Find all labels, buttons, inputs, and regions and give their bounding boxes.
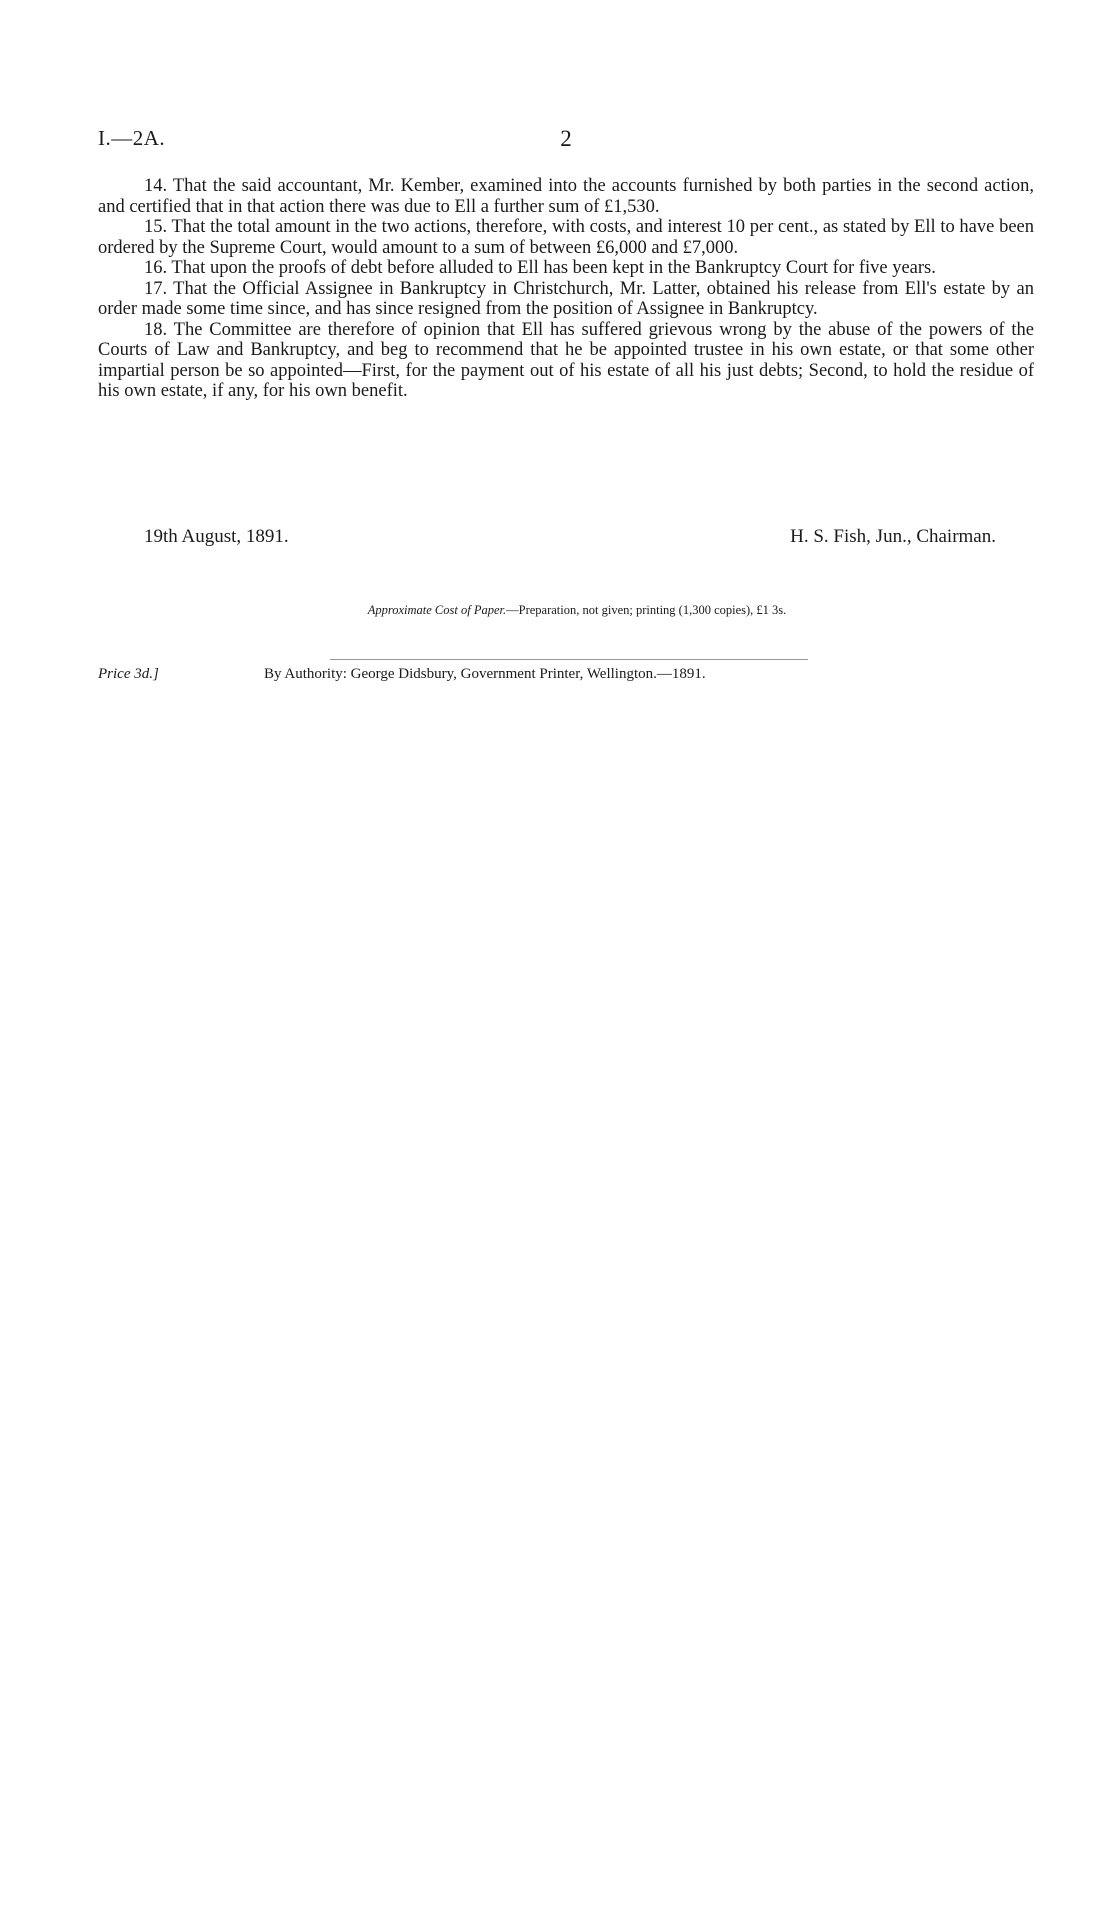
page-footer (98, 666, 1034, 688)
report-body (98, 176, 1034, 402)
paragraph-16: 16. That upon the proofs of debt before alluded to Ell has been kept in the Bankruptcy Court for five years. (144, 258, 936, 278)
signature-block (98, 526, 1034, 550)
price-label: Price 3d.] (98, 666, 159, 682)
page-number: 2 (560, 126, 572, 151)
cost-of-paper-note (0, 603, 1114, 618)
document-reference: I.—2A. (98, 126, 166, 150)
paragraph-14: 14. That the said accountant, Mr. Kember, examined into the accounts furnished by both parties in the second action, and certified that in that action there was due to Ell a further sum of £1,530. (98, 176, 1034, 217)
footer-divider (330, 659, 808, 660)
printer-authority: By Authority: George Didsbury, Government Printer, Wellington.—1891. (264, 666, 706, 682)
paragraph-15: 15. That the total amount in the two actions, therefore, with costs, and interest 10 per cent., as stated by Ell to have been ordered by the Supreme Court, would amount to a sum of between £6,000 and £7,000. (98, 217, 1034, 258)
signature-name: H. S. Fish, Jun., Chairman. (790, 526, 996, 547)
page-header (98, 126, 1034, 156)
cost-text: —Preparation, not given; printing (1,300 copies), £1 3s. (506, 603, 787, 617)
paragraph-18: 18. The Committee are therefore of opinion that Ell has suffered grievous wrong by the abuse of the powers of the Courts of Law and Bankruptcy, and beg to recommend that he be appointed trustee in his own estate, or that some other impartial person be so appointed—First, for the payment out of his estate of all his just debts; Second, to hold the residue of his own estate, if any, for his own benefit. (98, 319, 1034, 401)
paragraph-17: 17. That the Official Assignee in Bankruptcy in Christchurch, Mr. Latter, obtained his release from Ell's estate by an order made some time since, and has since resigned from the position of Assignee in Bankruptcy. (98, 278, 1034, 319)
signature-date: 19th August, 1891. (144, 526, 289, 547)
cost-label: Approximate Cost of Paper. (367, 603, 507, 617)
